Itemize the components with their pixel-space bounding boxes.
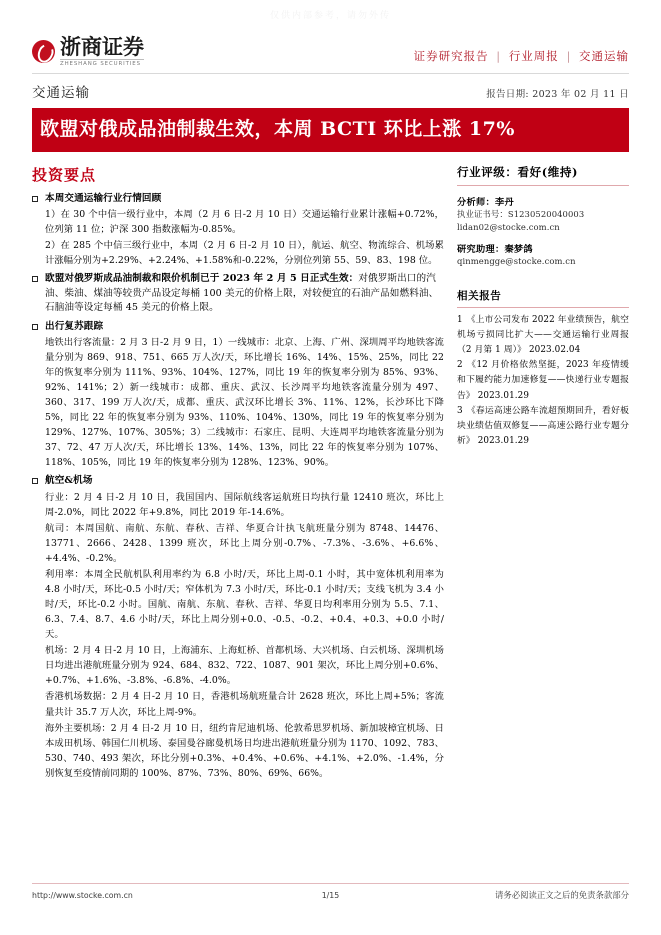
industry-rating-value: 看好(维持) bbox=[517, 164, 578, 179]
report-date-value: 2023 年 02 月 11 日 bbox=[532, 88, 629, 100]
highlight-paragraph: 航司：本周国航、南航、东航、春秋、吉祥、华夏合计执飞航班量分别为 8748、14476、13771、2666、2428、1399 班次，环比上周分别-0.7%、-7.3%、-3.6%、+6.6%、+4.4%、-0.2%。 bbox=[45, 522, 444, 565]
footer-url[interactable]: http://www.stocke.com.cn bbox=[32, 890, 133, 900]
highlight-heading-text: 航空&机场 bbox=[45, 475, 93, 487]
highlight-paragraph: 行业：2 月 4 日-2 月 10 日，我国国内、国际航线客运航班日均执行量 12410 班次，环比上周-2.0%，同比 2022 年+9.8%，同比 2019 年-14.6%。 bbox=[45, 491, 444, 518]
highlight-paragraph: 1）在 30 个中信一级行业中，本周（2 月 6 日-2 月 10 日）交通运输行业累计涨幅+0.72%，位列第 11 位；沪深 300 指数涨幅为-0.85%。 bbox=[45, 209, 444, 236]
logo-name-cn: 浙商证券 bbox=[60, 34, 144, 59]
related-report-number: 1 bbox=[457, 314, 463, 325]
zheshang-logo-icon bbox=[32, 40, 55, 63]
highlight-paragraph: 海外主要机场：2 月 4 日-2 月 10 日，纽约肯尼迪机场、伦敦希思罗机场、新加坡樟宜机场、日本成田机场、韩国仁川机场、泰国曼谷廊曼机场日均进出港航班量分别为 1170、1092、783、530、740、493 架次，环比分别+0.3%、+0.4%、+0.6%、+4.1%、+2.0%、-1.4%，分别恢复至疫情前同期的 100%、87%、73%、80%、69%、66%。 bbox=[45, 722, 444, 779]
square-bullet-icon bbox=[32, 324, 38, 330]
square-bullet-icon bbox=[32, 276, 38, 282]
page-title: 欧盟对俄成品油制裁生效，本周 BCTI 环比上涨 17% bbox=[40, 118, 515, 141]
sector-bar bbox=[32, 74, 629, 108]
breadcrumb-report-type: 证券研究报告 bbox=[413, 48, 489, 63]
breadcrumb-separator-1: | bbox=[496, 48, 502, 63]
assistant-name: 秦梦鸽 bbox=[504, 243, 533, 255]
highlight-paragraph: 2）在 285 个中信三级行业中，本周（2 月 6 日-2 月 10 日），航运、航空、物流综合、机场累计涨幅分别为+2.29%、+2.24%、+1.58%和-0.22%，分别位列第 55、59、83、198 位。 bbox=[45, 240, 444, 267]
analyst-name: 李丹 bbox=[494, 196, 514, 208]
related-report-number: 3 bbox=[457, 405, 463, 416]
related-reports-heading: 相关报告 bbox=[457, 288, 629, 308]
footer-page-number: 1/15 bbox=[321, 890, 340, 900]
assistant-email[interactable]: qinmengge@stocke.com.cn bbox=[457, 255, 576, 266]
masthead bbox=[32, 0, 629, 74]
breadcrumb-separator-2: | bbox=[566, 48, 572, 63]
related-report-item[interactable] bbox=[457, 358, 629, 403]
analyst-email[interactable]: lidan02@stocke.com.cn bbox=[457, 221, 560, 232]
highlight-paragraph: 香港机场数据：2 月 4 日-2 月 10 日，香港机场航班量合计 2628 班次，环比上周+5%；客流量共计 35.7 万人次，环比上周-9%。 bbox=[45, 691, 444, 718]
highlight-block bbox=[32, 272, 444, 315]
highlight-block bbox=[32, 474, 444, 780]
highlight-heading-text: 本周交通运输行业行情回顾 bbox=[45, 192, 162, 204]
report-title-band bbox=[32, 108, 629, 152]
sector-name: 交通运输 bbox=[32, 84, 90, 101]
license-label: 执业证书号： bbox=[457, 208, 508, 219]
highlight-paragraph: 机场：2 月 4 日-2 月 10 日，上海浦东、上海虹桥、首都机场、大兴机场、白云机场、深圳机场日均进出港航班量分别为 924、684、832、722、1087、901 架次，环比上周分别+0.6%、+0.7%、+1.6%、-3.8%、-6.8%、-4.0%。 bbox=[45, 645, 444, 687]
license-value: S1230520040003 bbox=[507, 208, 585, 219]
analyst-label: 分析师： bbox=[457, 196, 495, 208]
related-report-item[interactable] bbox=[457, 313, 629, 358]
related-report-number: 2 bbox=[457, 360, 463, 371]
logo-text bbox=[60, 36, 144, 67]
highlight-heading bbox=[32, 192, 444, 206]
analyst-name-row bbox=[457, 194, 629, 208]
related-report-text: 《春运高速公路车流超预期回升，看好板块业绩估值双修复——高速公路行业专题分析》 2023.01.29 bbox=[457, 405, 629, 446]
highlight-block bbox=[32, 192, 444, 269]
highlight-heading bbox=[32, 320, 444, 334]
related-report-text: 《12 月价格依然坚挺，2023 年疫情缓和下履约能力加速修复——快递行业专题报告》 2023.01.29 bbox=[457, 360, 629, 401]
logo-name-en: ZHESHANG SECURITIES bbox=[60, 59, 144, 67]
highlight-block bbox=[32, 320, 444, 471]
page-footer bbox=[32, 883, 629, 901]
related-report-item[interactable] bbox=[457, 404, 629, 449]
highlight-heading-text: 出行复苏跟踪 bbox=[45, 320, 104, 332]
highlight-heading bbox=[32, 272, 444, 315]
highlight-paragraph: 地铁出行客流量：2 月 3 日-2 月 9 日，1）一线城市：北京、上海、广州、深圳周平均地铁客流量分别为 869、918、751、665 万人次/天，环比增长 16%、14%、15%、25%，同比 22 年的恢复率分别为 111%、93%、104%、127%，同比 19 年的恢复率分别为 85%、93%、92%、141%；2）新一线城市：成都、重庆、武汉、长沙周平均地铁客流量分别为 497、360、317、199 万人次/天，成都、重庆、武汉环比增长 3%、11%、12%，长沙环比下降 5%，同比 22 年的恢复率分别为 93%、110%、104%、130%，同比 19 年的恢复率分别为 129%、127%、107%、305%；3）二线城市：石家庄、昆明、大连周平均地铁客流量分别为 37、72、47 万人次/天，环比增长 13%、14%、13%，同比 22 年的恢复率分别为 107%、118%、105%，同比 19 年的恢复率分别为 128%、123%、90%。 bbox=[45, 337, 444, 469]
square-bullet-icon bbox=[32, 478, 38, 484]
investment-highlights-title: 投资要点 bbox=[32, 165, 97, 184]
report-date bbox=[486, 86, 629, 100]
highlight-heading-text: 欧盟对俄罗斯成品油制裁和限价机制已于 2023 年 2 月 5 日正式生效： bbox=[45, 273, 359, 285]
assistant-label: 研究助理： bbox=[457, 243, 505, 255]
breadcrumb-sector: 交通运输 bbox=[579, 48, 629, 63]
body-columns bbox=[32, 164, 629, 785]
highlight-heading bbox=[32, 474, 444, 488]
footer-disclaimer: 请务必阅读正文之后的免责条款部分 bbox=[494, 890, 629, 900]
highlight-heading-body: 对俄罗斯出口的汽油、柴油、煤油等较贵产品设定每桶 100 美元的价格上限，对较便宜的石油产品如燃料油、石脑油等设定每桶 45 美元的价格上限。 bbox=[45, 273, 439, 314]
square-bullet-icon bbox=[32, 196, 38, 202]
assistant-name-row bbox=[457, 241, 629, 255]
highlight-paragraph: 利用率：本周全民航机队利用率约为 6.8 小时/天，环比上周-0.1 小时，其中宽体机利用率为 4.8 小时/天，环比-0.5 小时/天；窄体机为 7.3 小时/天，环比-0.1 小时/天；支线飞机为 3.4 小时/天，环比-0.2 小时。国航、南航、东航、春秋、吉祥、华夏日均利率用分别为 5.5、7.1、6.3、7.4、8.7、4.6 小时/天，环比上周分别+0.0、-0.5、-0.2、+0.4、+0.3、+0.0 小时/天。 bbox=[45, 569, 444, 641]
report-breadcrumb bbox=[414, 48, 629, 67]
report-date-label: 报告日期: bbox=[486, 88, 529, 100]
confidential-watermark: 仅供内部参考，请勿外传 bbox=[269, 11, 391, 21]
industry-rating-label: 行业评级： bbox=[457, 164, 518, 179]
analyst-license-row bbox=[457, 208, 629, 221]
main-column bbox=[32, 164, 444, 785]
side-column bbox=[457, 164, 629, 785]
related-report-text: 《上市公司发布 2022 年业绩预告，航空机场亏损同比扩大——交通运输行业周报（2 月第 1 周）》 2023.02.04 bbox=[457, 314, 629, 356]
company-logo bbox=[32, 36, 144, 67]
breadcrumb-report-frequency: 行业周报 bbox=[508, 48, 559, 63]
industry-rating bbox=[457, 164, 629, 186]
